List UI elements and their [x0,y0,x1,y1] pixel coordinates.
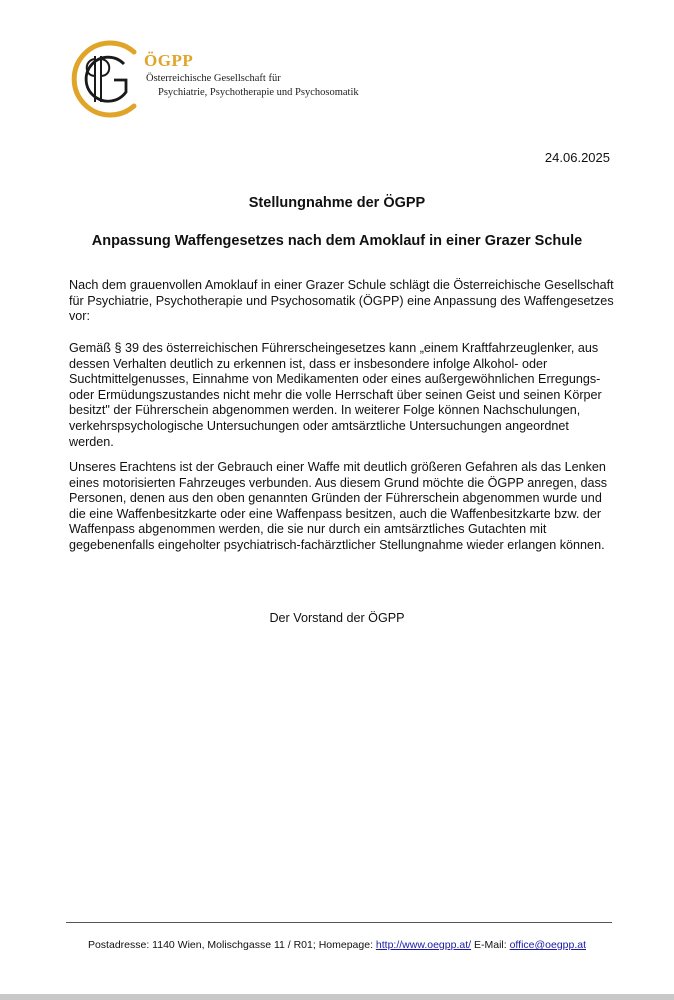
homepage-link[interactable]: http://www.oegpp.at/ [375,939,472,951]
document-date: 24.06.2025 [544,150,610,165]
footer-email-label: E-Mail: [473,939,507,951]
email-link[interactable]: office@oegpp.at [509,939,587,951]
document-subtitle: Anpassung Waffengesetzes nach dem Amoklauf in einer Grazer Schule [91,233,583,249]
bottom-border [0,994,674,1000]
organization-abbreviation: ÖGPP [144,51,194,70]
footer [0,939,674,951]
signature: Der Vorstand der ÖGPP [269,611,405,625]
paragraph-intro: Nach dem grauenvollen Amoklauf in einer Grazer Schule schlägt die Österreichische Gesellschaft für Psychiatrie, Psychotherapie und Psychosomatik (ÖGPP) eine Anpassung des Waffengesetzes vor: [69,278,614,324]
paragraph-proposal: Unseres Erachtens ist der Gebrauch einer Waffe mit deutlich größeren Gefahren als das Lenken eines motorisierten Fahrzeuges verbunden. Aus diesem Grund möchte die ÖGPP anregen, dass Personen, denen aus den oben genannten Gründen der Führerschein abgenommen wurde und die eine Waffenbesitzkarte oder eine Waffenpass besitzen, auch die Waffenbesitzkarte bzw. der Waffenpass abgenommen werden, die sie nur durch ein amtsärztliches Gutachten mit gegebenenfalls eingeholter psychiatrisch-fachärztlicher Stellungnahme wieder erlangen können. [69,460,608,552]
paragraph-legal-basis: Gemäß § 39 des österreichischen Führerscheingesetzes kann „einem Kraftfahrzeuglenker, aus dessen Verhalten deutlich zu erkennen ist, dass er insbesondere infolge Alkohol- oder Suchtmittelgenusses, Einnahme von Medikamenten oder eines außergewöhnlichen Erregungs- oder Ermüdungszustandes nicht mehr die volle Herrschaft über seinen Geist und seinen Körper besitzt" der Führerschein abgenommen werden. In weiterer Folge können Nachschulungen, verkehrspsychologische Untersuchungen oder amtsärztliche Untersuchungen angeordnet werden. [69,341,602,449]
organization-name-line2: Psychiatrie, Psychotherapie und Psychosomatik [158,87,359,98]
footer-address: Postadresse: 1140 Wien, Molischgasse 11 / R01; Homepage: [87,939,373,951]
footer-divider [66,922,612,923]
organization-name-line1: Österreichische Gesellschaft für [146,73,281,84]
document-title: Stellungnahme der ÖGPP [248,195,426,211]
oegpp-logo-icon [64,32,144,122]
